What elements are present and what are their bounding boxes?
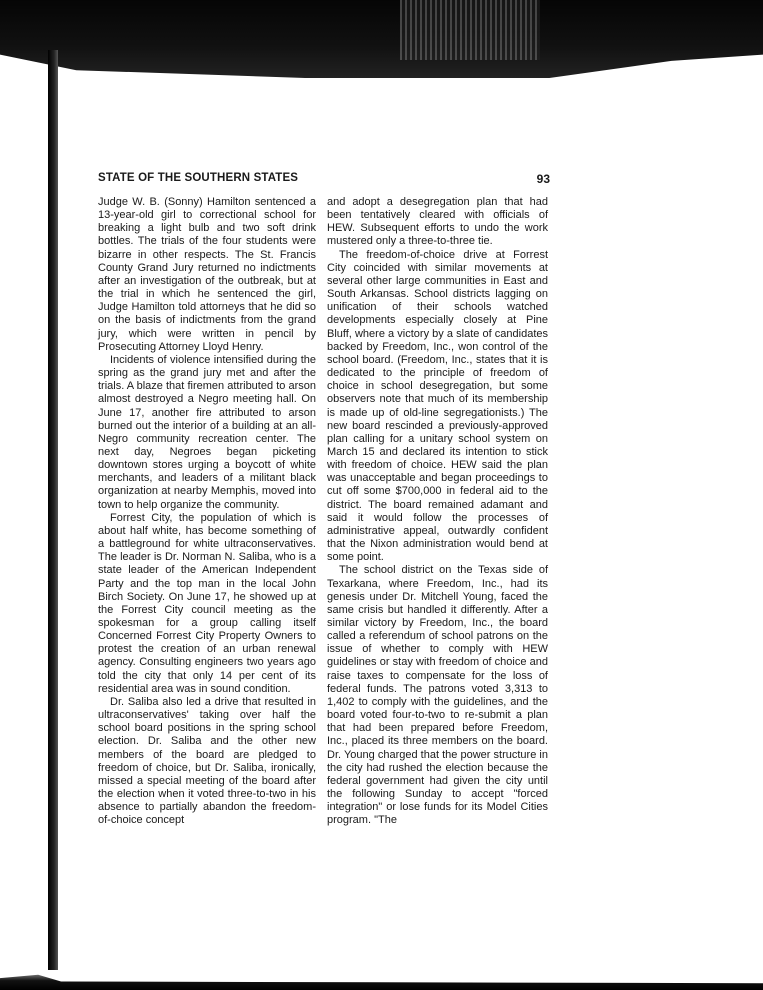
paragraph: and adopt a desegregation plan that had been tentatively cleared with officials of HEW. Subsequent efforts to undo the work mustered only a three-to-three tie.	[327, 196, 548, 248]
page-header	[98, 170, 550, 192]
paragraph: The freedom-of-choice drive at Forrest City coincided with similar movements at several other large communities in East and South Arkansas. School districts lagging on unification of their schools watched developments especially closely at Pine Bluff, where a victory by a slate of candidates backed by Freedom, Inc., won control of the school board. (Freedom, Inc., states that it is dedicated to the principle of freedom of choice in school desegregation, but some observers note that much of its membership is made up of old-line segregationists.) The new board rescinded a previously-approved plan calling for a unitary school system on March 15 and declared its intention to stick with freedom of choice. HEW said the plan was unacceptable and began proceedings to cut off some $700,000 in federal aid to the district. The board remained adamant and said it would follow the processes of administrative appeal, outwardly confident that the Nixon administration would bend at some point.	[327, 248, 548, 564]
scan-shadow-left	[48, 50, 58, 970]
paragraph: Dr. Saliba also led a drive that resulted in ultraconservatives' taking over half the school board positions in the spring school election. Dr. Saliba and the other new members of the board are pledged to freedom of choice, but Dr. Saliba, ironically, missed a special meeting of the board after the election when it voted three-to-two in his absence to partially abandon the freedom-of-choice concept	[98, 695, 316, 827]
text-column-right	[327, 196, 548, 828]
paragraph: Forrest City, the population of which is about half white, has become something of a battleground for white ultraconservatives. The leader is Dr. Norman N. Saliba, who is a state leader of the American Independent Party and the top man in the local John Birch Society. On June 17, he showed up at the Forrest City council meeting as the spokesman for a group calling itself Concerned Forrest City Property Owners to protest the creation of an urban renewal agency. Consulting engineers two years ago told the city that only 14 per cent of its residential area was in sound condition.	[98, 511, 316, 695]
scan-texture-top	[400, 0, 540, 60]
paragraph: The school district on the Texas side of Texarkana, where Freedom, Inc., had its genesis under Dr. Mitchell Young, faced the same crisis but handled it differently. After a similar victory by Freedom, Inc., the board called a referendum of school patrons on the issue of whether to comply with HEW guidelines or stay with freedom of choice and raise taxes to compensate for the loss of federal funds. The patrons voted 3,313 to 1,402 to comply with the guidelines, and the board voted four-to-two to re-submit a plan that had been prepared before Freedom, Inc., placed its three members on the board. Dr. Young charged that the power structure in the city had rushed the election because the federal government had given the city until the following Sunday to accept "forced integration" or lose funds for its Model Cities program. "The	[327, 564, 548, 827]
scan-shadow-bottom	[0, 973, 763, 990]
paragraph: Judge W. B. (Sonny) Hamilton sentenced a 13-year-old girl to correctional school for breaking a light bulb and two soft drink bottles. The trials of the four students were bizarre in other respects. The St. Francis County Grand Jury returned no indictments after an investigation of the outbreak, but at the trial in which he sentenced the girl, Judge Hamilton told attorneys that he did so on the basis of indictments from the grand jury, which were written in pencil by Prosecuting Attorney Lloyd Henry.	[98, 196, 316, 353]
page-number: 93	[536, 172, 550, 186]
paragraph: Incidents of violence intensified during the spring as the grand jury met and after the trials. A blaze that firemen attributed to arson almost destroyed a Negro meeting hall. On June 17, another fire attributed to arson burned out the interior of a building at an all-Negro community recreation center. The next day, Negroes began picketing downtown stores urging a boycott of white merchants, and leaders of a militant black organization at nearby Memphis, moved into town to help organize the community.	[98, 353, 316, 511]
text-column-left	[98, 196, 316, 828]
running-title: STATE OF THE SOUTHERN STATES	[98, 172, 299, 184]
scan-shadow-top	[0, 0, 763, 78]
